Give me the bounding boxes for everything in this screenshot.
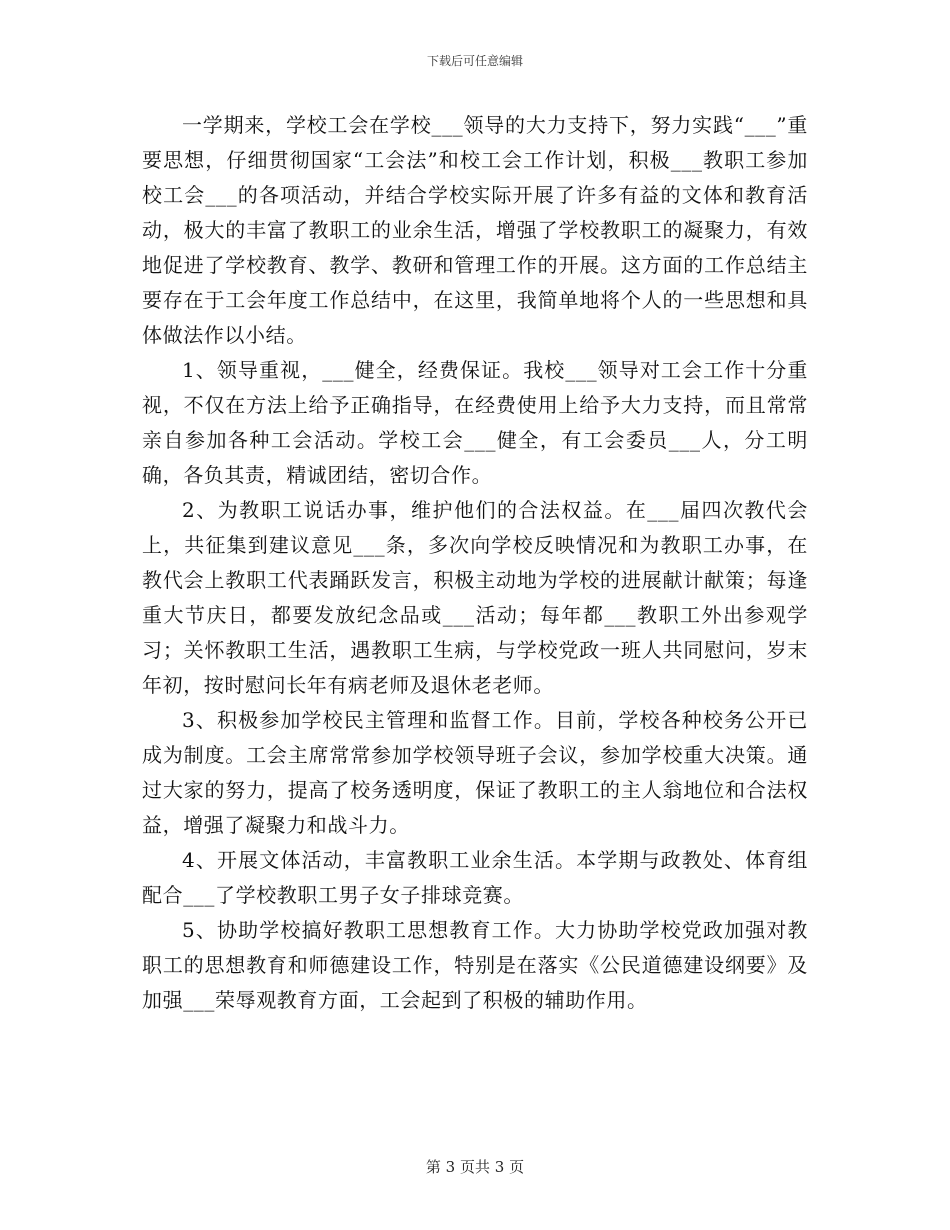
page-footer: 第 3 页共 3 页 — [425, 1158, 525, 1176]
paragraph-5: 5、协助学校搞好教职工思想教育工作。大力协助学校党政加强对教职工的思想教育和师德建设工作，特别是在落实《公民道德建设纲要》及加强___荣辱观教育方面，工会起到了积极的辅助作用。 — [142, 918, 808, 1012]
paragraph-4: 4、开展文体活动，丰富教职工业余生活。本学期与政教处、体育组配合___了学校教职工男子女子排球竞赛。 — [142, 848, 808, 907]
paragraph-intro: 一学期来，学校工会在学校___领导的大力支持下，努力实践“___”重要思想，仔细贯彻国家“工会法”和校工会工作计划，积极___教职工参加校工会___的各项活动，并结合学校实际开展了许多有益的文体和教育活动，极大的丰富了教职工的业余生活，增强了学校教职工的凝聚力，有效地促进了学校教育、教学、教研和管理工作的开展。这方面的工作总结主要存在于工会年度工作总结中，在这里，我简单地将个人的一些思想和具体做法作以小结。 — [142, 113, 808, 347]
paragraph-1: 1、领导重视，___健全，经费保证。我校___领导对工会工作十分重视，不仅在方法上给予正确指导，在经费使用上给予大力支持，而且常常亲自参加各种工会活动。学校工会___健全，有工会委员___人，分工明确，各负其责，精诚团结，密切合作。 — [142, 358, 808, 487]
document-body — [142, 108, 808, 1018]
paragraph-3: 3、积极参加学校民主管理和监督工作。目前，学校各种校务公开已成为制度。工会主席常常参加学校领导班子会议，参加学校重大决策。通过大家的努力，提高了校务透明度，保证了教职工的主人翁地位和合法权益，增强了凝聚力和战斗力。 — [142, 708, 808, 837]
paragraph-2: 2、为教职工说话办事，维护他们的合法权益。在___届四次教代会上，共征集到建议意见___条，多次向学校反映情况和为教职工办事，在教代会上教职工代表踊跃发言，积极主动地为学校的进展献计献策；每逢重大节庆日，都要发放纪念品或___活动；每年都___教职工外出参观学习；关怀教职工生活，遇教职工生病，与学校党政一班人共同慰问，岁末年初，按时慰问长年有病老师及退休老老师。 — [142, 498, 808, 697]
header-note: 下载后可任意编辑 — [426, 54, 523, 68]
